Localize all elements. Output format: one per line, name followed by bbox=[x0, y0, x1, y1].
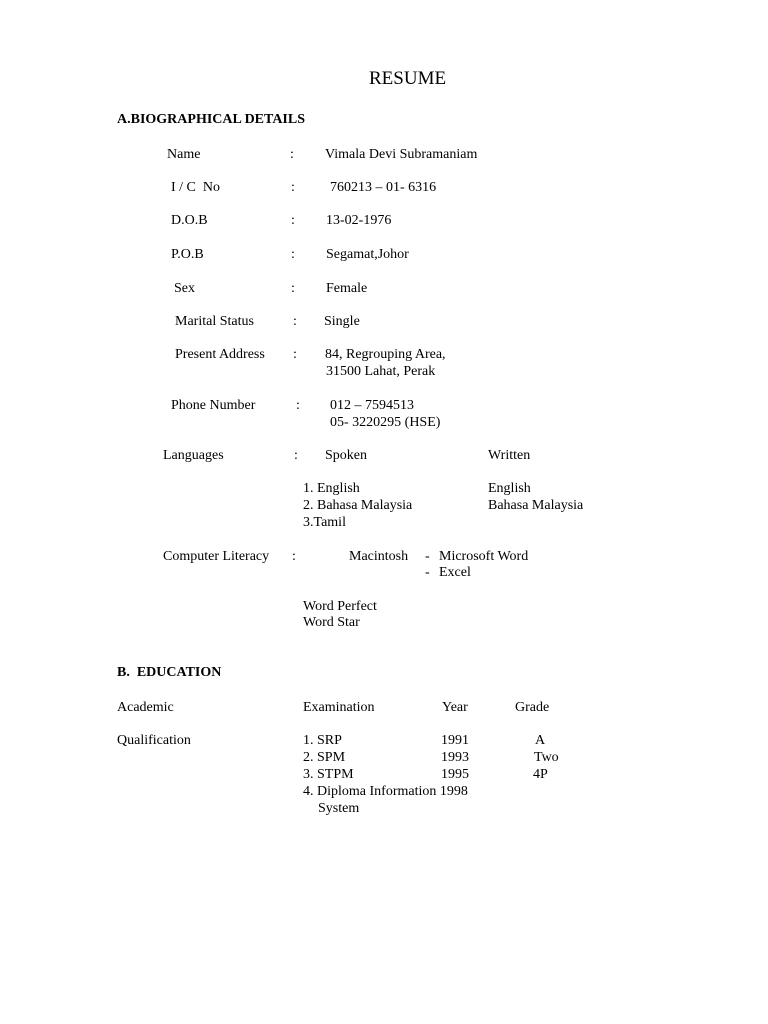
language-written-item: English bbox=[488, 481, 531, 496]
field-value-marital-status: Single bbox=[324, 314, 360, 329]
field-sep: : bbox=[291, 180, 295, 195]
language-spoken-item: 3.Tamil bbox=[303, 515, 346, 530]
section-b-heading: B. EDUCATION bbox=[117, 665, 222, 680]
education-year: 1993 bbox=[441, 750, 469, 765]
education-qualification-label: Qualification bbox=[117, 733, 191, 748]
languages-spoken-header: Spoken bbox=[325, 448, 367, 463]
section-a-heading: A.BIOGRAPHICAL DETAILS bbox=[117, 112, 306, 127]
computer-primary: Macintosh bbox=[349, 549, 409, 564]
education-exam: 4. Diploma Information 1998 bbox=[303, 784, 468, 799]
document-title: RESUME bbox=[369, 68, 447, 89]
computer-dash: - bbox=[425, 549, 430, 564]
education-exam: 1. SRP bbox=[303, 733, 342, 748]
education-header-year: Year bbox=[442, 700, 468, 715]
field-value-name: Vimala Devi Subramaniam bbox=[325, 147, 478, 162]
field-label-pob: P.O.B bbox=[171, 247, 204, 262]
field-label-sex: Sex bbox=[174, 281, 195, 296]
field-sep: : bbox=[293, 314, 297, 329]
computer-other-item: Word Perfect bbox=[303, 599, 377, 614]
computer-other-item: Word Star bbox=[303, 615, 360, 630]
education-grade: A bbox=[535, 733, 546, 748]
field-sep: : bbox=[290, 147, 294, 162]
field-sep: : bbox=[294, 448, 298, 463]
education-exam-continuation: System bbox=[318, 801, 360, 816]
field-value-phone-1: 012 – 7594513 bbox=[330, 398, 414, 413]
education-grade: 4P bbox=[533, 767, 548, 782]
language-written-item: Bahasa Malaysia bbox=[488, 498, 584, 513]
field-label-address: Present Address bbox=[175, 347, 265, 362]
computer-dash: - bbox=[425, 565, 430, 580]
education-exam: 3. STPM bbox=[303, 767, 354, 782]
field-value-ic: 760213 – 01- 6316 bbox=[330, 180, 437, 195]
field-label-dob: D.O.B bbox=[171, 213, 208, 228]
field-sep: : bbox=[291, 281, 295, 296]
languages-label: Languages bbox=[163, 448, 224, 463]
field-label-marital-status: Marital Status bbox=[175, 314, 254, 329]
field-value-address-line2: 31500 Lahat, Perak bbox=[326, 364, 436, 379]
field-value-dob: 13-02-1976 bbox=[326, 213, 392, 228]
education-exam: 2. SPM bbox=[303, 750, 346, 765]
education-header-grade: Grade bbox=[515, 700, 550, 715]
field-value-phone-2: 05- 3220295 (HSE) bbox=[330, 415, 441, 430]
field-label-phone: Phone Number bbox=[171, 398, 256, 413]
computer-literacy-label: Computer Literacy bbox=[163, 549, 270, 564]
field-label-name: Name bbox=[167, 147, 201, 162]
computer-item: Microsoft Word bbox=[439, 549, 529, 564]
field-value-sex: Female bbox=[326, 281, 368, 296]
field-sep: : bbox=[291, 247, 295, 262]
field-label-ic: I / C No bbox=[171, 180, 220, 195]
field-sep: : bbox=[293, 347, 297, 362]
language-spoken-item: 1. English bbox=[303, 481, 360, 496]
field-value-pob: Segamat,Johor bbox=[326, 247, 409, 262]
education-year: 1991 bbox=[441, 733, 469, 748]
field-value-address-line1: 84, Regrouping Area, bbox=[325, 347, 446, 362]
language-spoken-item: 2. Bahasa Malaysia bbox=[303, 498, 413, 513]
education-header-exam: Examination bbox=[303, 700, 375, 715]
computer-item: Excel bbox=[439, 565, 471, 580]
education-academic-label: Academic bbox=[117, 700, 174, 715]
education-year: 1995 bbox=[441, 767, 469, 782]
education-grade: Two bbox=[534, 750, 559, 765]
field-sep: : bbox=[292, 549, 296, 564]
languages-written-header: Written bbox=[488, 448, 531, 463]
field-sep: : bbox=[296, 398, 300, 413]
field-sep: : bbox=[291, 213, 295, 228]
